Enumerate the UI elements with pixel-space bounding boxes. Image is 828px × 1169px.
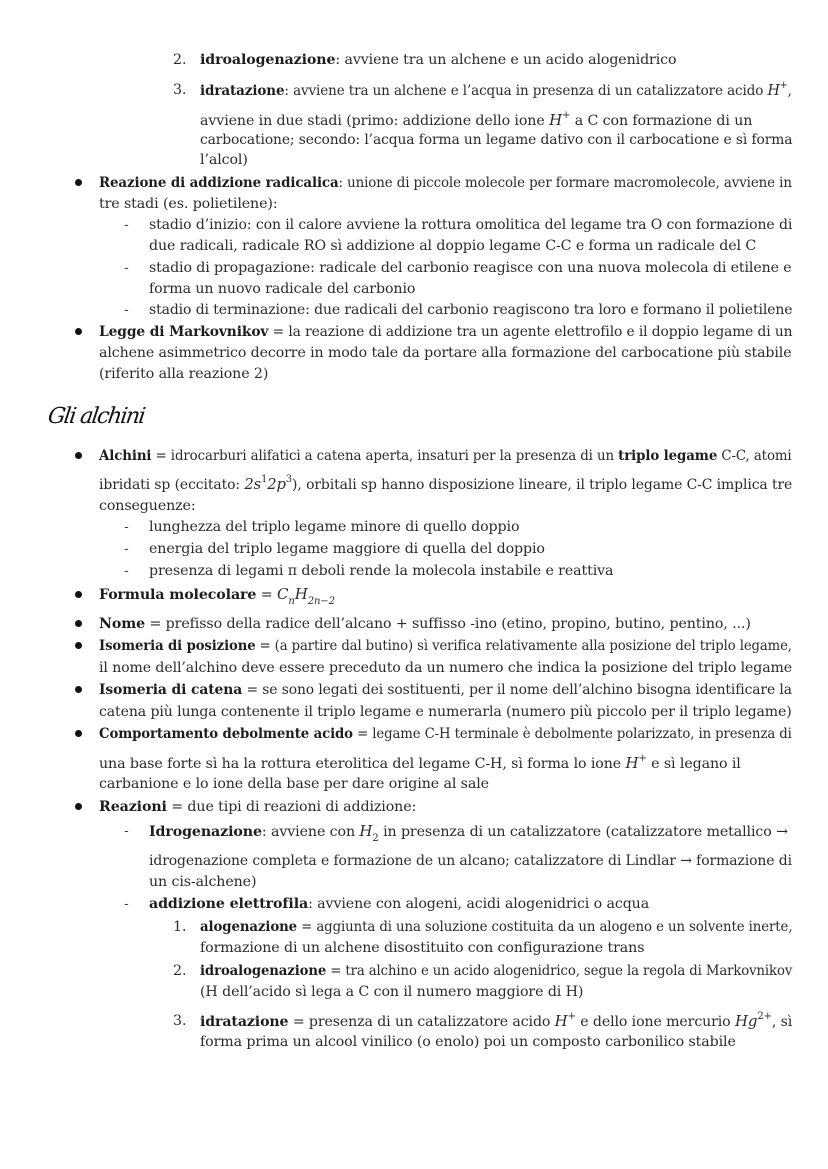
list-number: 2. (173, 52, 187, 68)
list-item-idratazione: idratazione: avviene tra un alchene e l’acqua in presenza di un catalizzatore acido H+, (200, 80, 792, 99)
paragraph-markovnikov: Legge di Markovnikov = la reazione di addizione tra un agente elettrofilo e il doppio legame di un (99, 324, 793, 340)
dash-icon: - (124, 519, 129, 535)
text-line: avviene in due stadi (primo: addizione dello ione H+ a C con formazione di un (200, 110, 753, 129)
dash-icon: - (124, 896, 129, 912)
bullet-icon (75, 803, 82, 810)
text-line: una base forte sì ha la rottura eterolitica del legame C-H, sì forma lo ione H+ e sì legano il (99, 753, 741, 772)
bullet-icon (75, 642, 82, 649)
list-number: 3. (173, 82, 187, 98)
text-line: idrogenazione completa e formazione de un alcano; catalizzatore di Lindlar → formazione di (149, 853, 792, 869)
text-line: l’alcol) (200, 152, 248, 168)
text-line: carbocatione; secondo: l’acqua forma un legame dativo con il carbocatione e sì forma (200, 132, 793, 148)
bullet-icon (75, 328, 82, 335)
text-line: conseguenze: (99, 498, 196, 514)
list-number: 3. (173, 1013, 187, 1029)
text-line: forma prima un alcool vinilico (o enolo) poi un composto carbonilico stabile (200, 1034, 736, 1050)
list-item-alogenazione: alogenazione = aggiunta di una soluzione costituita da un alogeno e un solvente inerte, (200, 919, 793, 935)
text-line: due radicali, radicale RO sì addizione al doppio legame C-C e forma un radicale del C (149, 238, 757, 254)
text-line: il nome dell’alchino deve essere preceduto da un numero che indica la posizione del triplo legame (99, 660, 793, 676)
paragraph-acido: Comportamento debolmente acido = legame C-H terminale è debolmente polarizzato, in presenza di (99, 726, 792, 742)
text-line: un cis-alchene) (149, 874, 257, 890)
text-line: stadio di propagazione: radicale del carbonio reagisce con una nuova molecola di etilene e (149, 260, 792, 276)
text-line: formazione di un alchene disostituito con configurazione trans (200, 940, 645, 956)
paragraph-radicalica: Reazione di addizione radicalica: unione di piccole molecole per formare macromolecole, avviene in (99, 175, 792, 191)
list-item-idratazione: idratazione = presenza di un catalizzatore acido H+ e dello ione mercurio $Hg^{2+}$, sì (200, 1011, 793, 1030)
paragraph-alchini: Alchini = idrocarburi alifatici a catena aperta, insaturi per la presenza di un triplo legame C-C, atomi (99, 448, 792, 464)
section-title: Gli alchini (46, 404, 146, 429)
dash-icon: - (124, 260, 129, 276)
text-line: stadio di terminazione: due radicali del carbonio reagiscono tra loro e formano il polietilene (149, 302, 793, 318)
text-line: alchene asimmetrico decorre in modo tale da portare alla formazione del carbocatione più stabile (99, 345, 792, 361)
paragraph-reazioni: Reazioni = due tipi di reazioni di addizione: (99, 799, 417, 815)
bullet-icon (75, 179, 82, 186)
paragraph-isomeria-catena: Isomeria di catena = se sono legati dei sostituenti, per il nome dell’alchino bisogna identificare la (99, 682, 792, 698)
text-line: (H dell’acido sì lega a C con il numero maggiore di H) (200, 984, 584, 1000)
bullet-icon (75, 591, 82, 598)
text-line: forma un nuovo radicale del carbonio (149, 281, 416, 297)
dash-icon: - (124, 217, 129, 233)
bullet-icon (75, 620, 82, 627)
text-line: ibridati sp (eccitato: $2s^12p^3$), orbitali sp hanno disposizione lineare, il triplo legame C-C implica tre (99, 474, 793, 493)
list-item-addizione-elettrofila: addizione elettrofila: avviene con alogeni, acidi alogenidrici o acqua (149, 896, 650, 912)
list-item-idrogenazione: Idrogenazione: avviene con $H_2$ in presenza di un catalizzatore (catalizzatore metallico → (149, 822, 788, 844)
bullet-icon (75, 730, 82, 737)
list-item: lunghezza del triplo legame minore di quello doppio (149, 519, 520, 535)
list-item: presenza di legami π deboli rende la molecola instabile e reattiva (149, 563, 614, 579)
list-number: 1. (173, 919, 187, 935)
dash-icon: - (124, 302, 129, 318)
list-item: energia del triplo legame maggiore di quella del doppio (149, 541, 545, 557)
text-line: (riferito alla reazione 2) (99, 366, 269, 382)
paragraph-nome: Nome = prefisso della radice dell’alcano + suffisso -ino (etino, propino, butino, pentino, ...) (99, 616, 751, 632)
dash-icon: - (124, 541, 129, 557)
paragraph-formula: Formula molecolare = $C_nH_{2n-2}$ (99, 585, 335, 607)
bullet-icon (75, 452, 82, 459)
text-line: stadio d’inizio: con il calore avviene la rottura omolitica del legame tra O con formazione di (149, 217, 793, 233)
text-line: tre stadi (es. polietilene): (99, 196, 278, 212)
bullet-icon (75, 686, 82, 693)
paragraph-isomeria-posizione: Isomeria di posizione = (a partire dal butino) sì verifica relativamente alla posizione del triplo legame, (99, 638, 792, 654)
text-line: catena più lunga contenente il triplo legame e numerarla (numero più piccolo per il triplo legame) (99, 704, 792, 720)
dash-icon: - (124, 823, 129, 839)
text-line: carbanione e lo ione della base per dare origine al sale (99, 776, 489, 792)
list-item-idroalogenazione: idroalogenazione = tra alchino e un acido alogenidrico, segue la regola di Markovnikov (200, 963, 793, 979)
list-number: 2. (173, 963, 187, 979)
list-item-idroalogenazione: idroalogenazione: avviene tra un alchene e un acido alogenidrico (200, 52, 677, 68)
dash-icon: - (124, 563, 129, 579)
